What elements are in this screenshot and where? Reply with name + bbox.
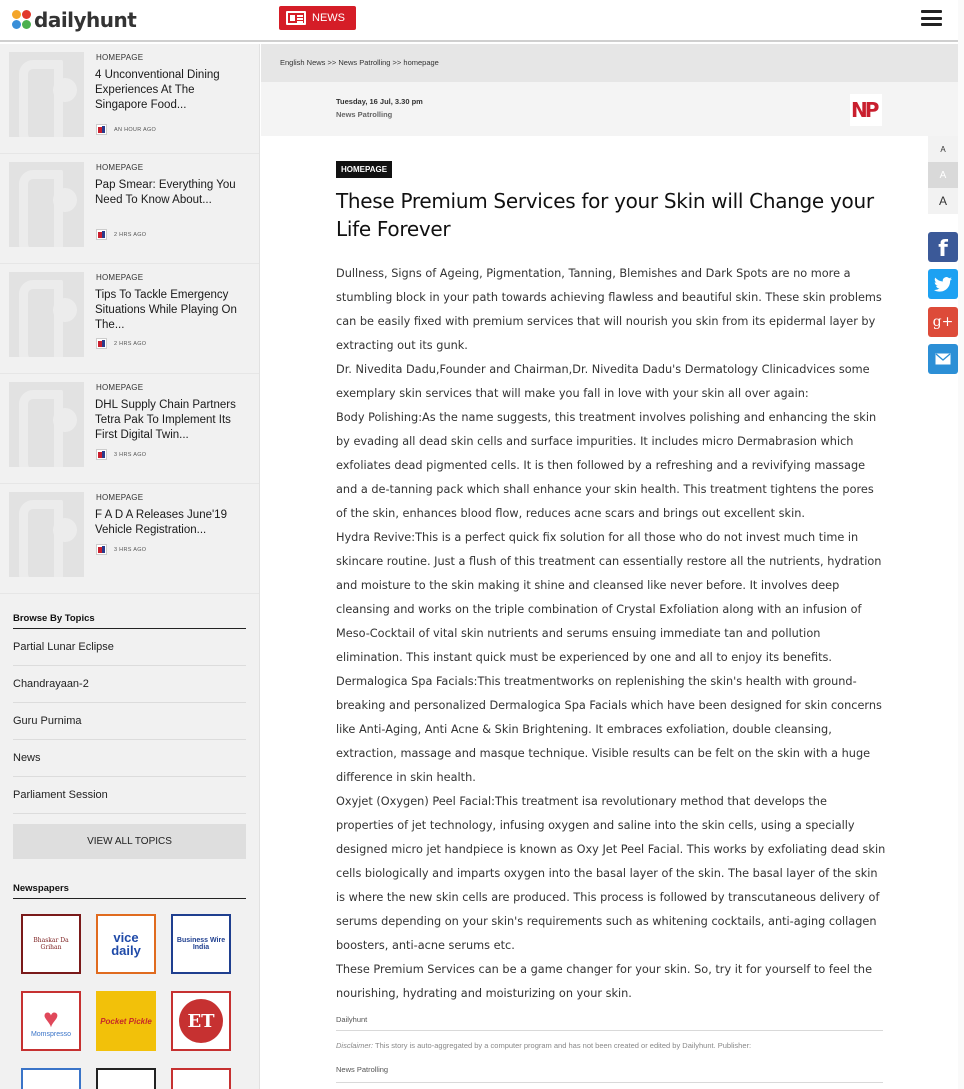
- twitter-share-button[interactable]: [928, 269, 958, 299]
- category-badge: HOMEPAGE: [336, 161, 392, 178]
- logo-dots-icon: [12, 10, 32, 30]
- article-paragraph: Hydra Revive:This is a perfect quick fix solution for all those who do not invest much time in skincare routine. Just a flush of this treatment can essentially restore all the nutrients, hydration and moisture to the skin making it shine and cleansed like never before. It involves deep cleansing and works on the triple combination of Crystal Exfoliation along with an infusion of Meso-Cocktail of vital skin nutrients and serums ensuing immediate tan and pollution elimination. This instant quick must be experienced by one and all to enjoy its benefits.: [336, 531, 882, 664]
- hamburger-menu-icon[interactable]: [921, 10, 942, 26]
- publisher-icon: [96, 338, 107, 349]
- googleplus-share-button[interactable]: [928, 307, 958, 337]
- newspapers-heading: Newspapers: [13, 883, 246, 899]
- story-title[interactable]: Tips To Tackle Emergency Situations While Playing On The...: [95, 289, 237, 331]
- publisher-name[interactable]: News Patrolling: [336, 110, 393, 119]
- sidebar-story[interactable]: [0, 44, 259, 154]
- story-meta: [96, 544, 236, 555]
- disclaimer: [336, 1041, 883, 1050]
- facebook-share-button[interactable]: [928, 232, 958, 262]
- newspaper-logo[interactable]: [21, 1068, 81, 1089]
- topic-link[interactable]: Guru Purnima: [13, 703, 246, 740]
- story-meta: [96, 124, 236, 135]
- news-button[interactable]: [279, 6, 356, 30]
- logo-text: dailyhunt: [34, 8, 137, 32]
- article-meta-bar: [261, 82, 958, 136]
- story-category: HOMEPAGE: [96, 493, 144, 502]
- story-category: HOMEPAGE: [96, 163, 144, 172]
- disclaimer-publisher[interactable]: News Patrolling: [336, 1065, 883, 1083]
- dailyhunt-logo[interactable]: [12, 6, 136, 34]
- topic-link[interactable]: Chandrayaan-2: [13, 666, 246, 703]
- article-body: [336, 262, 886, 1006]
- article-date: Tuesday, 16 Jul, 3.30 pm: [336, 97, 423, 106]
- breadcrumb[interactable]: English News >> News Patrolling >> homepage: [280, 58, 439, 67]
- story-meta: [96, 229, 236, 240]
- sidebar-story[interactable]: [0, 374, 259, 484]
- email-share-button[interactable]: [928, 344, 958, 374]
- story-time: 3 HRS AGO: [114, 451, 147, 458]
- et-logo-circle: ET: [179, 999, 223, 1043]
- font-size-small-button[interactable]: A: [928, 136, 958, 162]
- facebook-icon: f: [938, 236, 948, 262]
- disclaimer-text: This story is auto-aggregated by a computer program and has not been created or edited by Dailyhunt. Publisher:: [373, 1041, 752, 1050]
- topic-link[interactable]: Parliament Session: [13, 777, 246, 814]
- article-paragraph: Oxyjet (Oxygen) Peel Facial:This treatment isa revolutionary method that develops the properties of jet technology, infusing oxygen and saline into the skin cells, using a specially designed micro jet handpiece is known as Oxy Jet Peel Facial. This works by exfoliating dead skin cells biologically and imparts oxygen into the basal layer of the skin. The basal layer of the skin is where the new skin cells are produced. This process is followed by transcutaneous delivery of serums depending on your skin's requirements such as whitening cocktails, anti-aging collagen boosters, anti-acne serums etc.: [336, 795, 886, 952]
- publisher-logo[interactable]: [850, 94, 882, 126]
- story-time: 3 HRS AGO: [114, 546, 147, 553]
- newspaper-logo[interactable]: vice daily: [96, 914, 156, 974]
- story-category: HOMEPAGE: [96, 273, 144, 282]
- story-time: 2 HRS AGO: [114, 340, 147, 347]
- sidebar: [0, 44, 260, 1089]
- newspaper-logo[interactable]: Bhaskar Da Grihan: [21, 914, 81, 974]
- news-button-label: NEWS: [312, 12, 345, 24]
- newspaper-icon: [286, 11, 306, 25]
- browse-topics-heading: Browse By Topics: [13, 613, 246, 629]
- publisher-logo-text: NP: [851, 98, 877, 122]
- email-icon: [935, 353, 951, 365]
- story-meta: [96, 449, 236, 460]
- story-thumbnail[interactable]: [9, 162, 84, 247]
- article-paragraph: Dermalogica Spa Facials:This treatmentworks on replenishing the skin's health with ground-breaking and personalized Dermalogica Spa Facials which have been designed for skin concerns like Anti-Aging, Anti Acne & Skin Brightening. It embraces exfoliation, double cleansing, extraction, massage and masque technique. Visible results can be felt on the skin with a huge difference in skin health.: [336, 675, 882, 784]
- sidebar-story[interactable]: [0, 264, 259, 374]
- article-paragraph: These Premium Services can be a game changer for your skin. So, try it for yourself to feel the nourishing, hydrating and moisturizing on your skin.: [336, 963, 873, 1000]
- font-size-large-button[interactable]: A: [928, 188, 958, 214]
- newspaper-logo[interactable]: [96, 1068, 156, 1089]
- publisher-icon: [96, 449, 107, 460]
- story-time: 2 HRS AGO: [114, 231, 147, 238]
- story-category: HOMEPAGE: [96, 383, 144, 392]
- article-paragraph: Body Polishing:As the name suggests, this treatment involves polishing and enhancing the skin by evading all dead skin cells and surface impurities. It includes micro Dermabrasion which exfoliates dead pigmented cells. It is then followed by a refreshing and a revivifying massage and a de-tanning pack which shall enhance your skin health. This treatment tightens the pores of the skin, enhances blood flow, reduces acne scars and brings out excellent skin.: [336, 411, 877, 520]
- story-title[interactable]: F A D A Releases June'19 Vehicle Registration...: [95, 509, 227, 536]
- story-title[interactable]: 4 Unconventional Dining Experiences At The Singapore Food...: [95, 69, 220, 111]
- breadcrumb-bar: [261, 44, 958, 82]
- newspaper-logo[interactable]: ♥ Momspresso: [21, 991, 81, 1051]
- article-paragraph: Dullness, Signs of Ageing, Pigmentation, Tanning, Blemishes and Dark Spots are no more a stumbling block in your path towards achieving flawless and beautiful skin. These skin problems can be easily fixed with premium services that will nourish you skin from its epidermal layer by extracting out its gunk.: [336, 267, 882, 352]
- page-scrollbar[interactable]: [958, 0, 964, 1089]
- googleplus-icon: g+: [932, 314, 954, 330]
- newspaper-logo[interactable]: [171, 991, 231, 1051]
- article-credit: Dailyhunt: [336, 1015, 883, 1031]
- publisher-icon: [96, 229, 107, 240]
- disclaimer-label: Disclaimer:: [336, 1041, 374, 1050]
- article-headline: These Premium Services for your Skin will Change your Life Forever: [336, 189, 874, 241]
- top-header: [0, 0, 958, 42]
- newspaper-logo[interactable]: Pocket Pickle: [96, 991, 156, 1051]
- story-thumbnail[interactable]: [9, 272, 84, 357]
- story-meta: [96, 338, 236, 349]
- publisher-icon: [96, 544, 107, 555]
- article-paragraph: Dr. Nivedita Dadu,Founder and Chairman,Dr. Nivedita Dadu's Dermatology Clinicadvices some exemplary skin services that will make you fall in love with your skin all over again:: [336, 363, 870, 400]
- view-all-topics-button[interactable]: VIEW ALL TOPICS: [13, 824, 246, 859]
- publisher-icon: [96, 124, 107, 135]
- newspaper-logo[interactable]: Business Wire India: [171, 914, 231, 974]
- story-title[interactable]: Pap Smear: Everything You Need To Know About...: [95, 179, 236, 206]
- story-category: HOMEPAGE: [96, 53, 144, 62]
- story-thumbnail[interactable]: [9, 382, 84, 467]
- story-thumbnail[interactable]: [9, 52, 84, 137]
- story-title[interactable]: DHL Supply Chain Partners Tetra Pak To Implement Its First Digital Twin...: [95, 399, 236, 441]
- font-size-medium-button[interactable]: A: [928, 162, 958, 188]
- font-size-controls: [928, 136, 958, 214]
- story-thumbnail[interactable]: [9, 492, 84, 577]
- sidebar-story[interactable]: [0, 484, 259, 594]
- sidebar-story[interactable]: [0, 154, 259, 264]
- topic-link[interactable]: Partial Lunar Eclipse: [13, 629, 246, 666]
- twitter-icon: [934, 277, 952, 292]
- newspaper-logo[interactable]: [171, 1068, 231, 1089]
- topic-link[interactable]: News: [13, 740, 246, 777]
- heart-icon: ♥: [43, 1002, 59, 1033]
- story-time: AN HOUR AGO: [114, 126, 157, 133]
